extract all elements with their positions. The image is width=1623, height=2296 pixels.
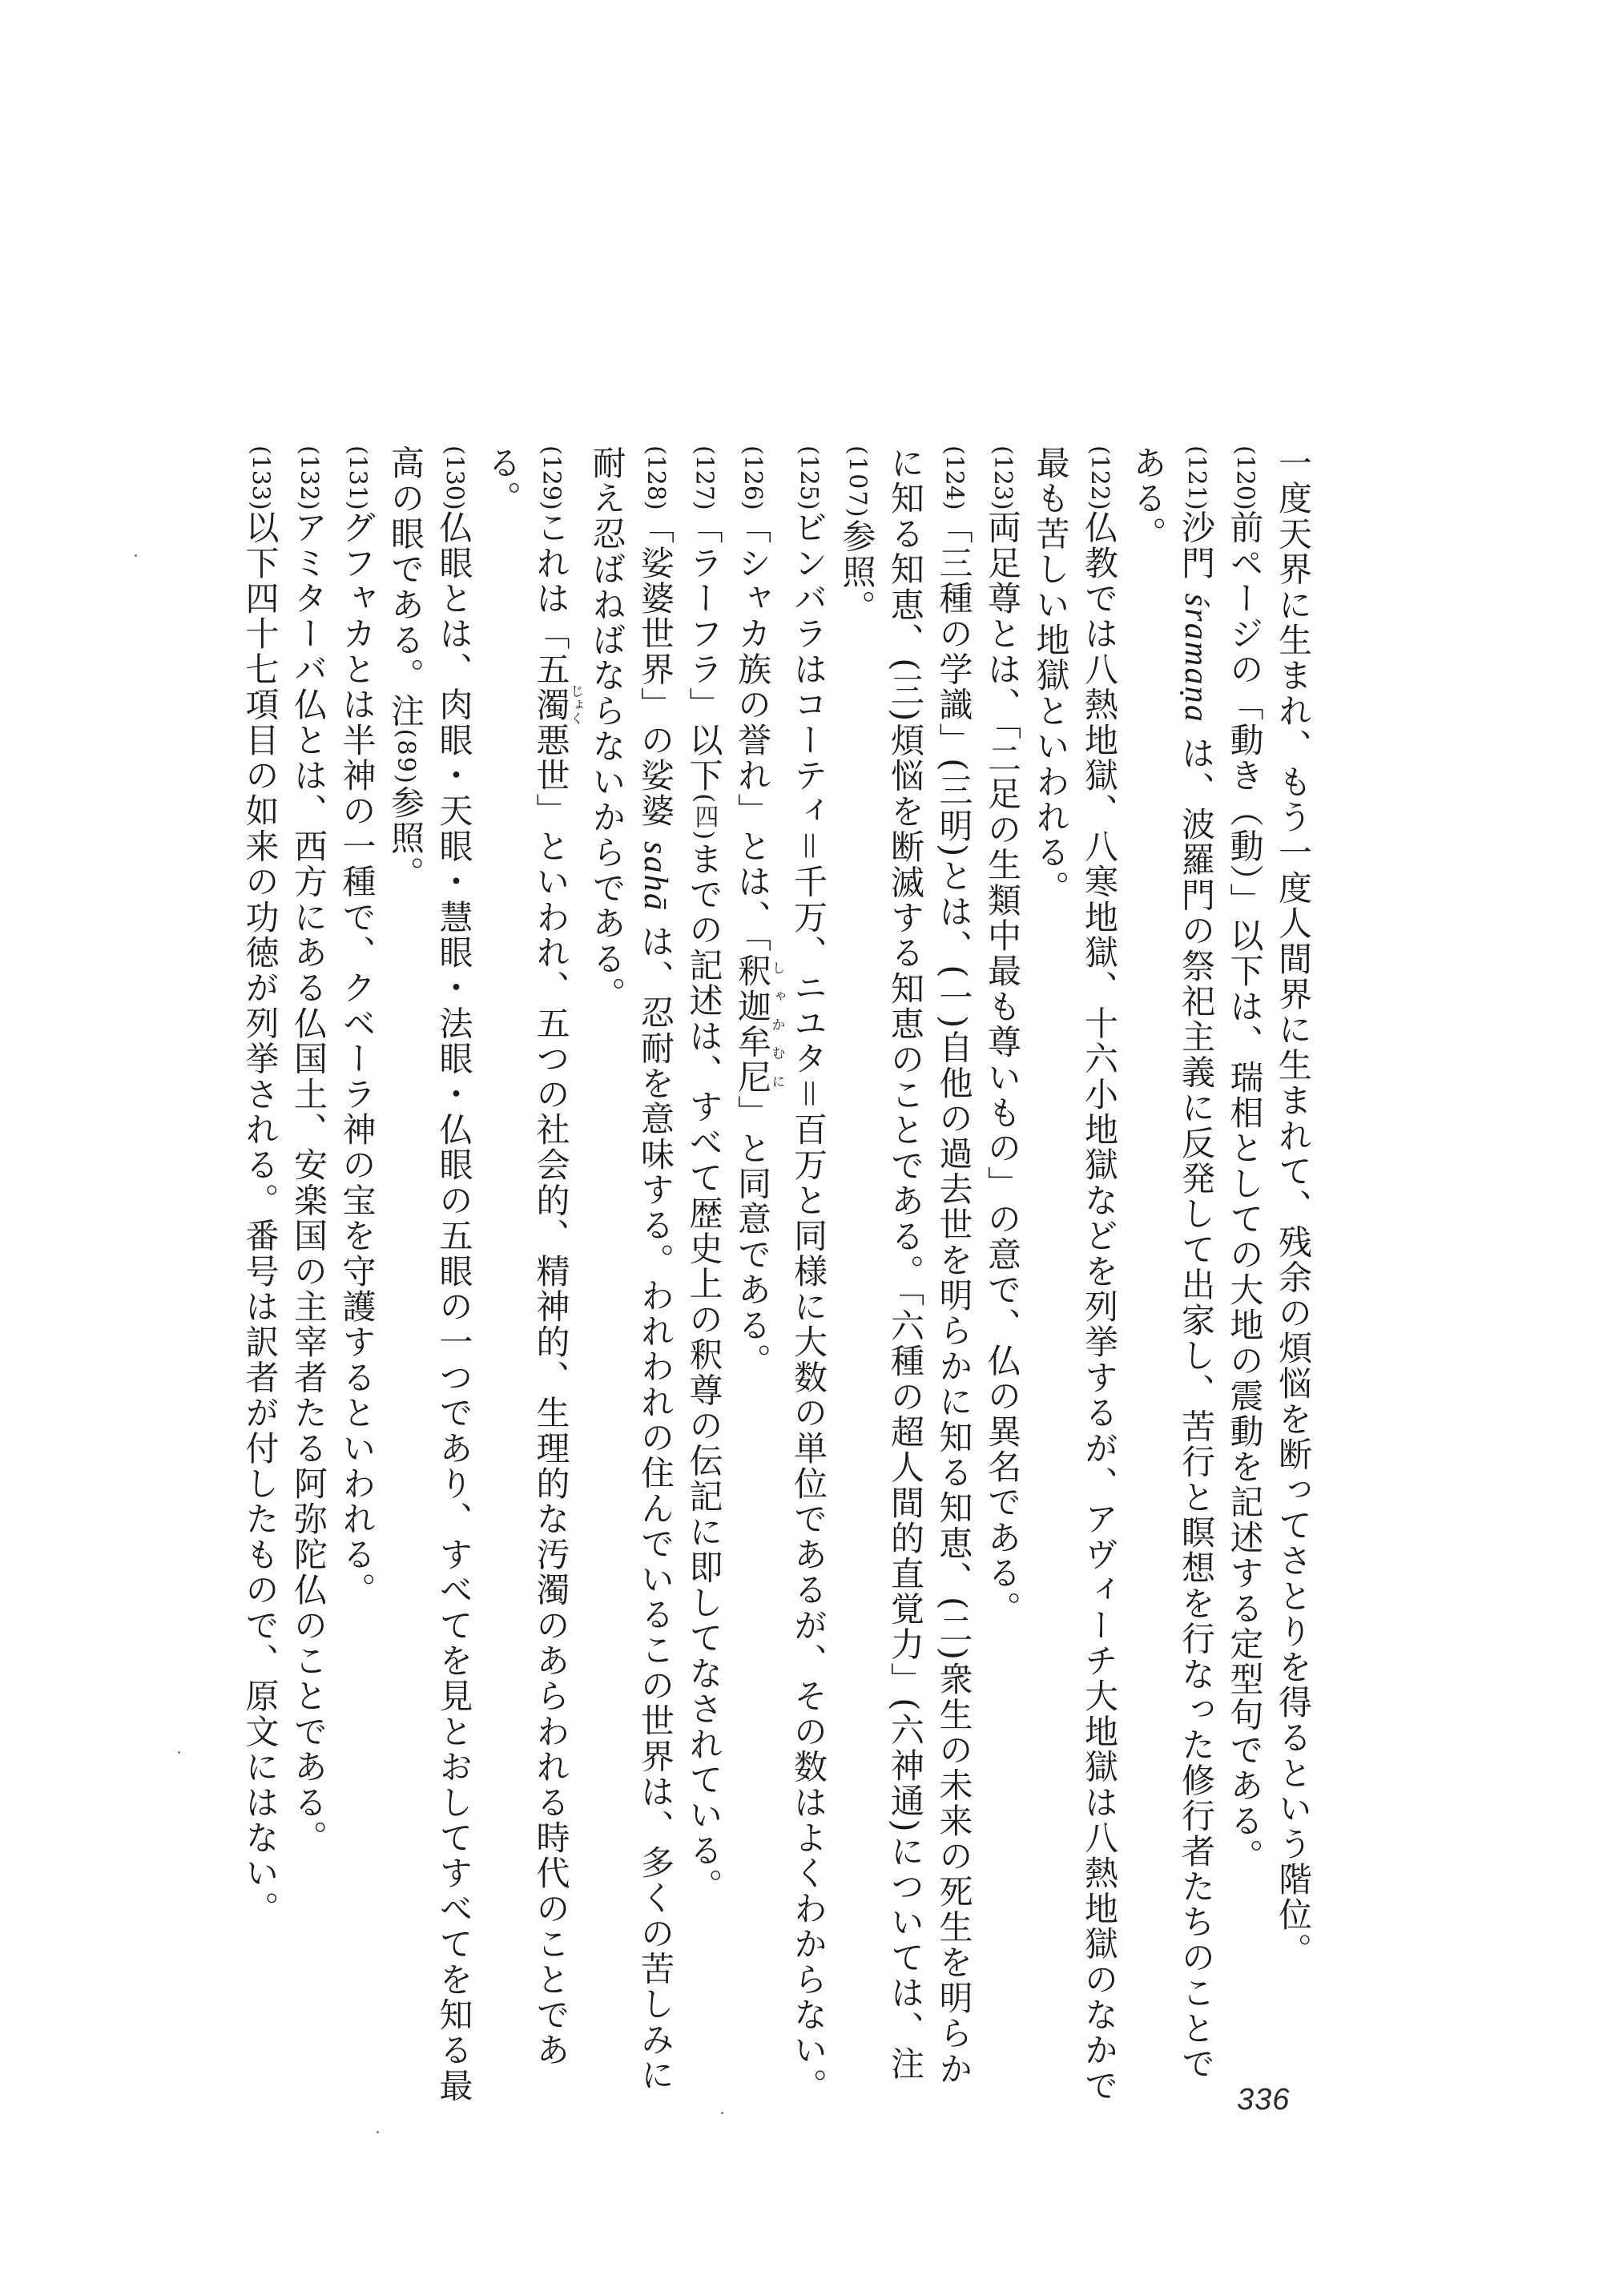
ruby-term (733, 953, 785, 1096)
print-speck (721, 2112, 723, 2114)
note-124 (832, 445, 978, 2104)
note-text: 一度天界に生まれ、もう一度人間界に生まれて、残余の煩悩を断ってさとりを得るという階位。 (1274, 445, 1313, 1968)
note-130 (381, 445, 478, 2104)
note-number: (122) (1085, 445, 1114, 510)
note-text: アミターバ仏とは、西方にある仏国土、安楽国の主宰者たる阿弥陀仏のことである。 (289, 510, 328, 1856)
note-text: これは「五 (531, 510, 571, 687)
print-speck (135, 554, 137, 557)
note-text: 「三種の学識」(三明)とは、(一)自他の過去世を明らかに知る知恵、(二)衆生の未来の死生を明らかに知る知恵、(三)煩悩を断滅する知恵のことである。「六種の超人間的直覚力」(六神通)については、注 (886, 445, 974, 2087)
note-number: (132) (295, 445, 323, 510)
note-number: (120) (1230, 445, 1259, 510)
note-128 (582, 445, 679, 2104)
note-number: (123) (989, 445, 1017, 510)
note-number: (131) (343, 445, 372, 510)
note-text: 「シャカ族の誉れ」とは、「 (733, 510, 772, 954)
note-text: 「娑婆世界」の娑婆 (636, 510, 675, 842)
note-number: (128) (642, 445, 670, 510)
note-text: 仏教では八熱地獄、八寒地獄、十六小地獄などを列挙するが、アヴィーチ大地獄は八熱地獄のなかで最も苦しい地獄といわれる。 (1031, 445, 1119, 2104)
note-123 (978, 445, 1027, 2104)
note-text: 参照。 (386, 785, 425, 892)
note-125 (784, 445, 833, 2104)
note-text: 前ページの「動き（動）」以下は、瑞相としての大地の震動を記述する定型句である。 (1225, 510, 1265, 1875)
note-126 (728, 445, 784, 2104)
ruby-base: 釈迦牟尼 (733, 953, 772, 1096)
note-133 (236, 445, 284, 2104)
note-text: グフャカとは半神の一種で、クベーラ神の宝を守護するといわれる。 (337, 510, 377, 1608)
note-text: 沙門 (1177, 510, 1216, 594)
note-text: までの記述は、すべて歴史上の釈尊の伝記に即してなされている。 (684, 841, 724, 1904)
endnotes-text (240, 445, 1317, 2104)
page-number: 336 (1237, 2083, 1291, 2117)
ruby-reading: しゃかむに (768, 953, 785, 1096)
note-reference: (107) (843, 445, 872, 519)
note-continued (1269, 445, 1318, 2104)
note-129 (478, 445, 583, 2104)
note-text: は、波羅門の祭祀主義に反発して出家し、苦行と瞑想を行なった修行者たちのことである。 (1128, 445, 1216, 2082)
note-number: (125) (795, 445, 823, 510)
note-text: 参照。 (837, 518, 877, 626)
note-number: (126) (739, 445, 767, 510)
ruby-reading: じょく (567, 684, 583, 726)
note-number: (127) (690, 445, 719, 510)
note-121 (1123, 445, 1220, 2104)
note-text: ビンバラはコーティ＝千万、ニユタ＝百万と同様に大数の単位であるが、その数はよくわからない。 (789, 510, 828, 2104)
note-number: (121) (1182, 445, 1210, 510)
note-number: (133) (246, 445, 275, 510)
note-132 (284, 445, 333, 2104)
ruby-term (531, 684, 583, 726)
note-text: 以下四十七項目の如来の功徳が列挙される。番号は訳者が付したもので、原文にはない。 (240, 510, 280, 1927)
note-text: 「ラーフラ」以下 (684, 510, 724, 794)
ruby-base: 濁 (531, 684, 571, 726)
note-reference: (89) (392, 728, 420, 785)
note-127 (679, 445, 728, 2104)
note-reference: (四) (690, 793, 719, 842)
note-number: (124) (940, 445, 969, 510)
note-text: 悪世」といわれ、五つの社会的、精神的、生理的な汚濁のあらわれる時代のことである。 (483, 445, 571, 2068)
note-text: 仏眼とは、肉眼・天眼・慧眼・法眼・仏眼の五眼の一つであり、すべてを見とおしてすべてを知る最高の眼である。注 (386, 445, 474, 2104)
note-text: は、忍耐を意味する。われわれの住んでいるこの世界は、多くの苦しみに耐え忍ばねばならないからである。 (587, 445, 675, 2093)
note-number: (129) (537, 445, 566, 510)
note-131 (332, 445, 381, 2104)
note-text: 」と同意である。 (733, 1095, 772, 1379)
print-speck (178, 1751, 180, 1754)
note-text: 両足尊とは、「二足の生類中最も尊いもの」の意で、仏の異名である。 (983, 510, 1022, 1627)
sanskrit-term: sahā (637, 841, 674, 912)
note-120 (1220, 445, 1269, 2104)
note-number: (130) (440, 445, 469, 510)
print-speck (377, 2131, 379, 2133)
note-122 (1026, 445, 1123, 2104)
sanskrit-term: śramaṇa (1178, 593, 1214, 724)
